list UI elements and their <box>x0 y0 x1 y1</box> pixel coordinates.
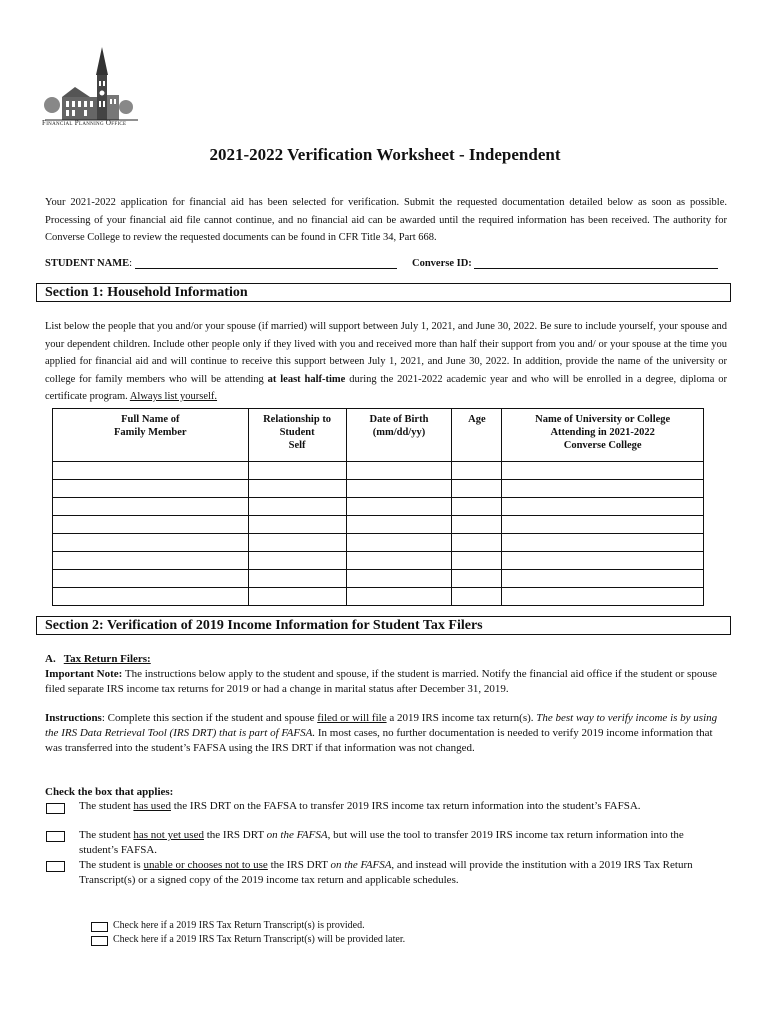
cell-dob[interactable] <box>346 480 452 498</box>
transcript-later-label: Check here if a 2019 IRS Tax Return Transcript(s) will be provided later. <box>113 934 406 945</box>
cell-dob[interactable] <box>346 570 452 588</box>
cell-dob[interactable] <box>346 534 452 552</box>
student-name-row <box>45 257 397 269</box>
table-row <box>53 552 704 570</box>
section1-paragraph <box>45 318 727 406</box>
instructions-paragraph: Instructions: Complete this section if the student and spouse filed or will file a 2019 IRS income tax return(s). The best way to verify income is by using the IRS Data Retrieval Tool (IRS DRT) that is part of FAFSA. In most cases, no further documentation is needed to verify 2019 income information that was transferred into the student’s FAFSA using the IRS DRT if that information was not changed. <box>45 712 718 754</box>
cell-relationship[interactable] <box>248 516 346 534</box>
table-row <box>53 588 704 606</box>
section1-text-b: during the 2021-2022 academic year and who will be enrolled in a degree, diploma or certificate program. <box>45 373 728 402</box>
transcript-provided-checkbox[interactable] <box>91 922 108 932</box>
cell-name[interactable] <box>53 480 249 498</box>
cell-relationship[interactable] <box>248 552 346 570</box>
cell-school[interactable] <box>502 570 704 588</box>
section1-text-bold: at least half-time <box>267 373 346 385</box>
cell-age[interactable] <box>452 570 502 588</box>
cell-relationship[interactable] <box>248 570 346 588</box>
cell-school[interactable] <box>502 534 704 552</box>
college-building-logo <box>40 45 140 130</box>
important-note: Important Note: The instructions below apply to the student and spouse, if the student is married. Notify the financial aid office if the student or spouse filed separate IRS income tax returns for 2019 or had a change in marital status after December 31, 2019. <box>45 668 717 695</box>
col-age: Age <box>452 409 502 462</box>
cell-dob[interactable] <box>346 552 452 570</box>
cell-name[interactable] <box>53 588 249 606</box>
drt-used-checkbox[interactable] <box>46 803 65 814</box>
converse-id-field[interactable] <box>474 257 718 269</box>
transcript-provided-label: Check here if a 2019 IRS Tax Return Transcript(s) is provided. <box>113 920 365 931</box>
section1-text-a: List below the people that you and/or your spouse (if married) will support between July 1, 2021, and June 30, 2022. Be sure to include yourself, your spouse and your dependent children. Include other people only if they lived with you and received more than half their support from you and/ or your spouse at the time you applied for financial aid and will continue to receive this support between July 1, 2021, and June 30, 2022. In addition, provide the name of the university or college for family members who will be attending <box>45 321 727 385</box>
converse-id-row <box>412 257 718 269</box>
col-relationship: Relationship to Student Self <box>248 409 346 462</box>
cell-dob[interactable] <box>346 588 452 606</box>
cell-name[interactable] <box>53 516 249 534</box>
drt-unable-checkbox[interactable] <box>46 861 65 872</box>
tax-return-filers-heading: A. Tax Return Filers: <box>45 653 151 665</box>
table-row <box>53 462 704 480</box>
cell-school[interactable] <box>502 480 704 498</box>
col-full-name: Full Name of Family Member <box>53 409 249 462</box>
cell-school[interactable] <box>502 588 704 606</box>
cell-age[interactable] <box>452 516 502 534</box>
student-name-label: STUDENT NAME <box>45 258 130 269</box>
cell-school[interactable] <box>502 552 704 570</box>
col-school: Name of University or College Attending in 2021-2022 Converse College <box>502 409 704 462</box>
check-box-heading: Check the box that applies: <box>45 786 174 798</box>
cell-age[interactable] <box>452 552 502 570</box>
intro-paragraph: Your 2021-2022 application for financial aid has been selected for verification. Submit the requested documentation detailed below as soon as possible. Processing of your financial aid file cannot continue, and no financial aid can be awarded until the required information has been received. The authority for Converse College to review the requested documents can be found in CFR Title 34, Part 668. <box>45 197 727 243</box>
cell-dob[interactable] <box>346 516 452 534</box>
cell-name[interactable] <box>53 534 249 552</box>
student-name-field[interactable] <box>135 257 397 269</box>
cell-relationship[interactable] <box>248 534 346 552</box>
cell-school[interactable] <box>502 462 704 480</box>
cell-dob[interactable] <box>346 462 452 480</box>
cell-name[interactable] <box>53 570 249 588</box>
cell-name[interactable] <box>53 552 249 570</box>
cell-relationship[interactable] <box>248 462 346 480</box>
cell-age[interactable] <box>452 480 502 498</box>
drt-unable-label: The student is unable or chooses not to use the IRS DRT on the FAFSA, and instead will provide the institution with a 2019 IRS Tax Return Transcript(s) or a signed copy of the 2019 income tax return and applicable schedules. <box>79 859 693 886</box>
cell-relationship[interactable] <box>248 588 346 606</box>
section2-header: Section 2: Verification of 2019 Income Information for Student Tax Filers <box>36 616 731 635</box>
cell-school[interactable] <box>502 516 704 534</box>
cell-name[interactable] <box>53 498 249 516</box>
page-title: 2021-2022 Verification Worksheet - Independent <box>209 145 561 164</box>
cell-name[interactable] <box>53 462 249 480</box>
cell-school[interactable] <box>502 498 704 516</box>
transcript-later-checkbox[interactable] <box>91 936 108 946</box>
cell-relationship[interactable] <box>248 480 346 498</box>
drt-not-yet-used-label: The student has not yet used the IRS DRT on the FAFSA, but will use the tool to transfer 2019 IRS income tax return information into the student’s FAFSA. <box>79 829 684 856</box>
household-table-header <box>53 409 704 462</box>
table-row <box>53 570 704 588</box>
section1-header: Section 1: Household Information <box>36 283 731 302</box>
table-row <box>53 516 704 534</box>
table-row <box>53 534 704 552</box>
tax-return-filers <box>45 652 725 697</box>
always-list-yourself: Always list yourself. <box>129 391 218 402</box>
office-name: Financial Planning Office <box>42 119 127 127</box>
cell-dob[interactable] <box>346 498 452 516</box>
cell-age[interactable] <box>452 462 502 480</box>
cell-relationship[interactable] <box>248 498 346 516</box>
cell-age[interactable] <box>452 588 502 606</box>
converse-id-label: Converse ID: <box>412 258 472 269</box>
table-row <box>53 480 704 498</box>
cell-age[interactable] <box>452 534 502 552</box>
student-name-colon: : <box>129 258 133 269</box>
cell-age[interactable] <box>452 498 502 516</box>
drt-used-label: The student has used the IRS DRT on the FAFSA to transfer 2019 IRS income tax return information into the student’s FAFSA. <box>79 800 641 812</box>
table-row <box>53 498 704 516</box>
col-date-of-birth: Date of Birth (mm/dd/yy) <box>346 409 452 462</box>
drt-not-yet-used-checkbox[interactable] <box>46 831 65 842</box>
household-table <box>52 408 704 606</box>
